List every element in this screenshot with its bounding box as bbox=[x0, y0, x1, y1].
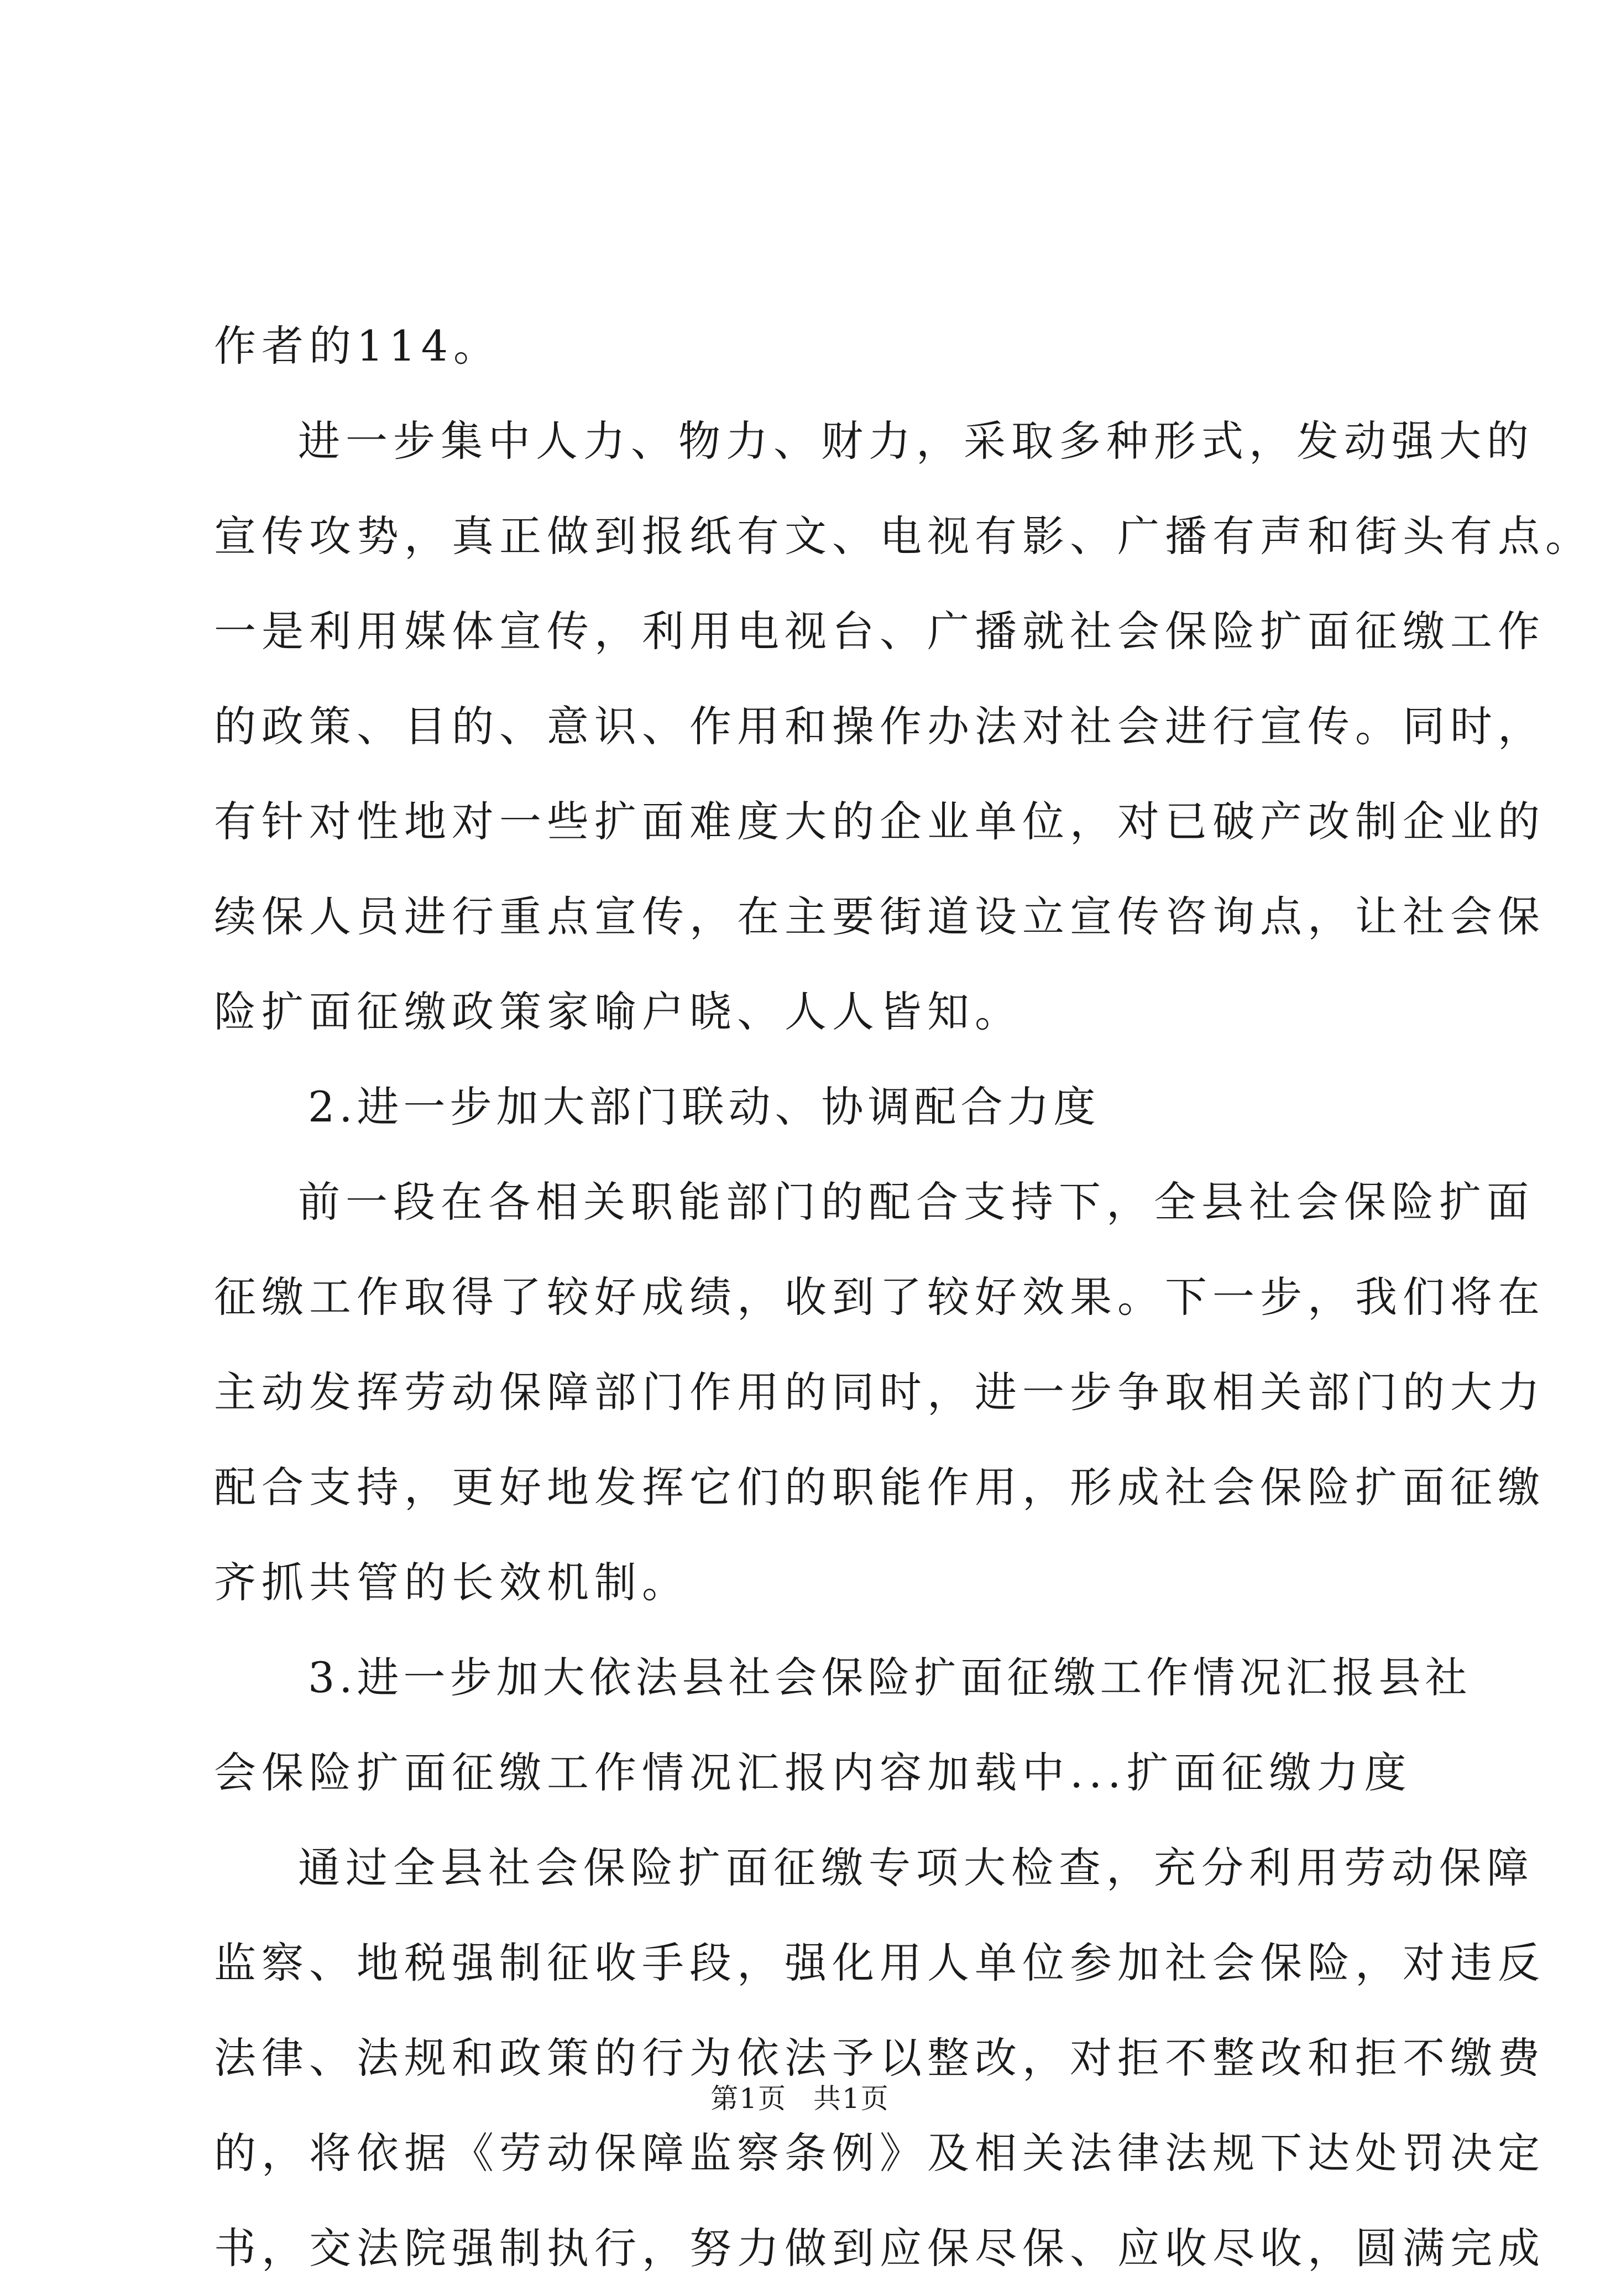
paragraph-start-line: 进一步集中人力、物力、财力，采取多种形式，发动强大的 bbox=[298, 416, 1534, 466]
text-line: 作者的114。 bbox=[214, 321, 501, 371]
page-footer bbox=[0, 2079, 1600, 2118]
text-line: 征缴工作取得了较好成绩，收到了较好效果。下一步，我们将在 bbox=[214, 1272, 1545, 1322]
text-line: 的政策、目的、意识、作用和操作办法对社会进行宣传。同时， bbox=[214, 702, 1545, 751]
text-line: 有针对性地对一些扩面难度大的企业单位，对已破产改制企业的 bbox=[214, 797, 1545, 846]
text-line: 书，交法院强制执行，努力做到应保尽保、应收尽收，圆满完成 bbox=[214, 2224, 1545, 2273]
section-heading: 3.进一步加大依法县社会保险扩面征缴工作情况汇报县社 bbox=[308, 1653, 1472, 1702]
text-line: 齐抓共管的长效机制。 bbox=[214, 1558, 689, 1607]
text-line: 险扩面征缴政策家喻户晓、人人皆知。 bbox=[214, 987, 1022, 1036]
page-number-current: 第1页 bbox=[710, 2083, 787, 2115]
text-line: 一是利用媒体宣传，利用电视台、广播就社会保险扩面征缴工作 bbox=[214, 607, 1545, 656]
text-line: 配合支持，更好地发挥它们的职能作用，形成社会保险扩面征缴 bbox=[214, 1463, 1545, 1512]
text-line: 监察、地税强制征收手段，强化用人单位参加社会保险，对违反 bbox=[214, 1938, 1545, 1987]
text-line: 主动发挥劳动保障部门作用的同时，进一步争取相关部门的大力 bbox=[214, 1368, 1545, 1417]
section-heading-continuation: 会保险扩面征缴工作情况汇报内容加载中...扩面征缴力度 bbox=[214, 1748, 1412, 1797]
paragraph-start-line: 通过全县社会保险扩面征缴专项大检查，充分利用劳动保障 bbox=[298, 1843, 1534, 1892]
text-line: 续保人员进行重点宣传，在主要街道设立宣传咨询点，让社会保 bbox=[214, 892, 1545, 941]
page-number-total: 共1页 bbox=[813, 2083, 890, 2115]
paragraph-start-line: 前一段在各相关职能部门的配合支持下，全县社会保险扩面 bbox=[298, 1177, 1534, 1227]
text-line: 的，将依据《劳动保障监察条例》及相关法律法规下达处罚决定 bbox=[214, 2128, 1545, 2178]
section-heading: 2.进一步加大部门联动、协调配合力度 bbox=[308, 1082, 1100, 1131]
text-line: 法律、法规和政策的行为依法予以整改，对拒不整改和拒不缴费 bbox=[214, 2033, 1545, 2083]
document-body bbox=[214, 299, 1593, 2296]
text-line: 宣传攻势，真正做到报纸有文、电视有影、广播有声和街头有点。 bbox=[214, 512, 1593, 561]
